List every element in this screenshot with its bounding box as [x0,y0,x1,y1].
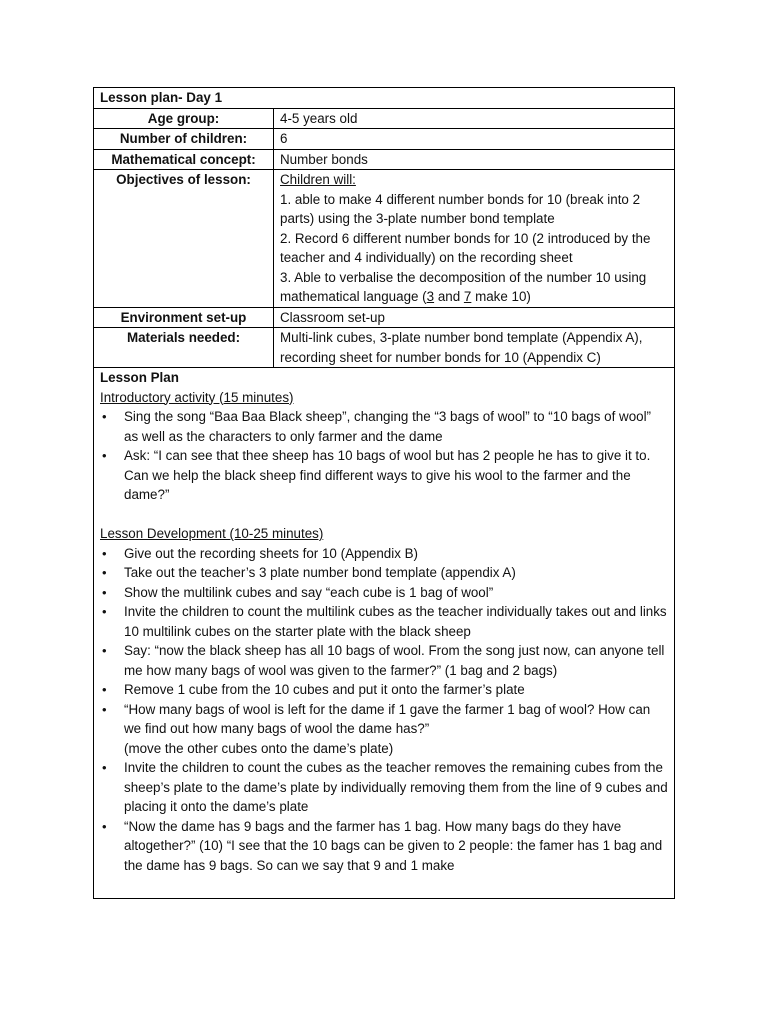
objective-number-three: 3 [426,289,435,304]
objective-item-3 [280,268,668,307]
list-item-note: (move the other cubes onto the dame’s plate) [124,740,394,756]
objective-item-3-text: 3. Able to verbalise the decomposition of the number 10 using mathematical language ( [280,269,647,304]
lesson-plan-row [94,368,675,899]
num-children-row [94,129,675,150]
list-item: • Invite the children to count the cubes as the teacher removes the remaining cubes from the sheep’s plate to the dame’s plate by individually removing them from the line of 9 cubes and placing it onto the dame’s plate [100,758,668,817]
spacer [100,505,668,525]
list-item-text: • “How many bags of wool is left for the dame if 1 gave the farmer 1 bag of wool? How can we find out how many bags of wool the dame has?” [124,701,651,736]
list-item: • Ask: “I can see that thee sheep has 10 bags of wool but has 2 people he has to give it to. Can we help the black sheep find different ways to give his wool to the farmer and the dame?” [100,446,668,505]
list-item: • Take out the teacher’s 3 plate number bond template (appendix A) [100,563,668,583]
materials-label: Materials needed: [94,328,274,368]
objectives-heading: Children will: [280,172,356,187]
list-item: • Show the multilink cubes and say “each cube is 1 bag of wool” [100,583,668,603]
list-item: • Give out the recording sheets for 10 (Appendix B) [100,544,668,564]
lesson-plan-content [100,368,668,898]
list-item: • Remove 1 cube from the 10 cubes and put it onto the farmer’s plate [100,680,668,700]
age-group-label: Age group: [94,108,274,129]
objective-item-3-and: and [434,289,464,304]
intro-activity-title: Introductory activity (15 minutes) [100,389,294,405]
math-concept-label: Mathematical concept: [94,149,274,170]
list-item: • Invite the children to count the multilink cubes as the teacher individually takes out and links 10 multilink cubes on the starter plate with the black sheep [100,602,668,641]
environment-value: Classroom set-up [274,307,675,328]
objectives-row [94,170,675,308]
lesson-development-title: Lesson Development (10-25 minutes) [100,526,324,541]
list-item: • “Now the dame has 9 bags and the farmer has 1 bag. How many bags do they have altogether?” (10) “I see that the 10 bags can be given to 2 people: the famer has 1 bag and the dame has 9 bags. So can we say that 9 and 1 make [100,817,668,876]
objective-item-3-end: make 10) [471,289,531,304]
objective-number-seven: 7 [463,289,472,304]
title-row [94,88,675,109]
objective-item-2: 2. Record 6 different number bonds for 10 (2 introduced by the teacher and 4 individually) on the recording sheet [280,230,651,265]
objective-item-1: 1. able to make 4 different number bonds for 10 (break into 2 parts) using the 3-plate number bond template [280,191,641,226]
materials-row [94,328,675,368]
list-item: • Say: “now the black sheep has all 10 bags of wool. From the song just now, can anyone tell me how many bags of wool was given to the farmer?” (1 bag and 2 bags) [100,641,668,680]
lesson-plan-table [93,87,675,899]
num-children-label: Number of children: [94,129,274,150]
table-title: Lesson plan- Day 1 [94,88,675,109]
list-item: • Sing the song “Baa Baa Black sheep”, changing the “3 bags of wool” to “10 bags of wool” as well as the characters to only farmer and the dame [100,407,668,446]
list-item-with-note [100,700,668,759]
materials-value: Multi-link cubes, 3-plate number bond template (Appendix A), recording sheet for number bonds for 10 (Appendix C) [274,328,675,368]
intro-activity-list [100,407,668,505]
age-group-value: 4-5 years old [274,108,675,129]
objectives-value [274,170,675,308]
lesson-plan-heading: Lesson Plan [100,370,179,385]
age-group-row [94,108,675,129]
lesson-development-list [100,544,668,876]
environment-label: Environment set-up [94,307,274,328]
math-concept-value: Number bonds [274,149,675,170]
environment-row [94,307,675,328]
objectives-label: Objectives of lesson: [94,170,274,308]
math-concept-row [94,149,675,170]
lesson-plan-cell [94,368,675,899]
num-children-value: 6 [274,129,675,150]
